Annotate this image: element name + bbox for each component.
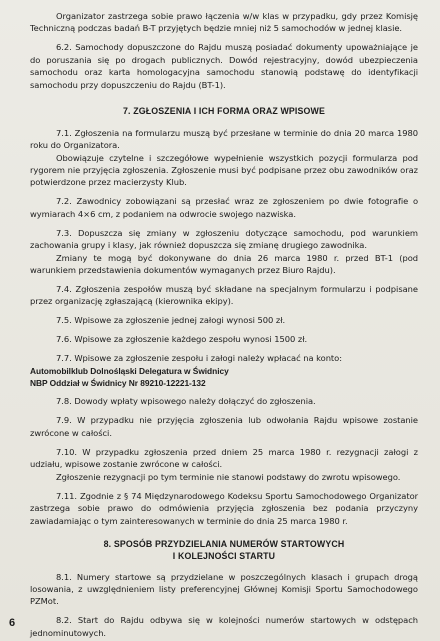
paragraph-7-2: 7.2. Zawodnicy zobowiązani są przesłać wraz ze zgłoszeniem po dwie fotografie o wymiarach 4×6 cm, z podaniem na odwrocie swojego nazwiska. — [30, 196, 418, 219]
paragraph-8-1: 8.1. Numery startowe są przydzielane w poszczególnych klasach i grupach drogą losowania, z uwzględnieniem listy preferencyjnej Głównej Komisji Sportu Samochodowego PZMot. — [30, 571, 418, 607]
paragraph-7-10-continued: Zgłoszenie rezygnacji po tym terminie nie stanowi podstawy do zwrotu wpisowego. — [56, 471, 401, 482]
paragraph-8-2: 8.2. Start do Rajdu odbywa się w kolejności numerów startowych w odstępach jednominutowych. — [30, 615, 418, 638]
paragraph-7-3-continued: Zmiany te mogą być dokonywane do dnia 26 marca 1980 r. przed BT-1 (pod warunkiem przedstawienia dokumentów wymaganych przez Biuro Rajdu). — [30, 252, 418, 276]
paragraph-7-9: 7.9. W przypadku nie przyjęcia zgłoszenia lub odwołania Rajdu wpisowe zostanie zwrócone w całości. — [30, 415, 418, 438]
intro-paragraph: Organizator zastrzega sobie prawo łączenia w/w klas w przypadku, gdy przez Komisję Techniczną podczas badań B-T przyjętych będzie mniej niż 5 samochodów w jednej klasie. — [30, 11, 418, 34]
page-number: 6 — [9, 617, 16, 629]
section-8-heading-line-2: I KOLEJNOŚCI STARTU — [172, 550, 276, 561]
section-8-heading-line-1: 8. SPOSÓB PRZYDZIELANIA NUMERÓW STARTOWYCH — [103, 538, 345, 549]
paragraph-6-2: 6.2. Samochody dopuszczone do Rajdu muszą posiadać dokumenty upoważniające je do poruszania się po drogach publicznych. Dowód rejestracyjny, dowód ubezpieczenia samochodu oraz karta homologacyjna samochodu stanowią podstawę do identyfikacji samochodu przy dopuszczeniu do Rajdu (BT-1). — [30, 42, 418, 90]
paragraph-7-3: 7.3. Dopuszcza się zmiany w zgłoszeniu dotyczące samochodu, pod warunkiem zachowania grupy i klasy, jak również dopuszcza się zmianę drugiego zawodnika. — [30, 227, 418, 251]
paragraph-7-10: 7.10. W przypadku zgłoszenia przed dniem 25 marca 1980 r. rezygnacji załogi z udziału, wpisowe zostanie zwrócone w całości. — [30, 446, 418, 470]
bank-account-number: NBP Oddział w Świdnicy Nr 89210-12221-132 — [30, 377, 206, 388]
paragraph-7-5: 7.5. Wpisowe za zgłoszenie jednej załogi wynosi 500 zł. — [56, 315, 286, 326]
section-7-heading: 7. ZGŁOSZENIA I ICH FORMA ORAZ WPISOWE — [123, 106, 325, 117]
paragraph-7-11: 7.11. Zgodnie z § 74 Międzynarodowego Kodeksu Sportu Samochodowego Organizator zastrzega sobie prawo do odmówienia przyjęcia zgłoszenia bez podania przyczyny zawiadamiając o tym zainteresowanych w terminie do dnia 25 marca 1980 r. — [30, 490, 418, 526]
paragraph-7-7: 7.7. Wpisowe za zgłoszenie zespołu i załogi należy wpłacać na konto: — [56, 353, 342, 364]
bank-account-holder: Automobilklub Dolnośląski Delegatura w Świdnicy — [30, 365, 229, 376]
paragraph-7-1-continued: Obowiązuje czytelne i szczegółowe wypełnienie wszystkich pozycji formularza pod rygorem nie przyjęcia zgłoszenia. Zgłoszenie musi być podpisane przez obu zawodników oraz potwierdzone przez macierzysty Klub. — [30, 152, 418, 188]
paragraph-7-1: 7.1. Zgłoszenia na formularzu muszą być przesłane w terminie do dnia 20 marca 1980 roku do Organizatora. — [30, 127, 418, 151]
section-8-heading — [30, 539, 418, 563]
paragraph-7-6: 7.6. Wpisowe za zgłoszenie każdego zespołu wynosi 1500 zł. — [56, 334, 308, 345]
paragraph-7-8: 7.8. Dowody wpłaty wpisowego należy dołączyć do zgłoszenia. — [56, 396, 316, 407]
paragraph-7-4: 7.4. Zgłoszenia zespołów muszą być składane na specjalnym formularzu i podpisane przez organizację zgłaszającą (kierownika ekipy). — [30, 284, 418, 307]
